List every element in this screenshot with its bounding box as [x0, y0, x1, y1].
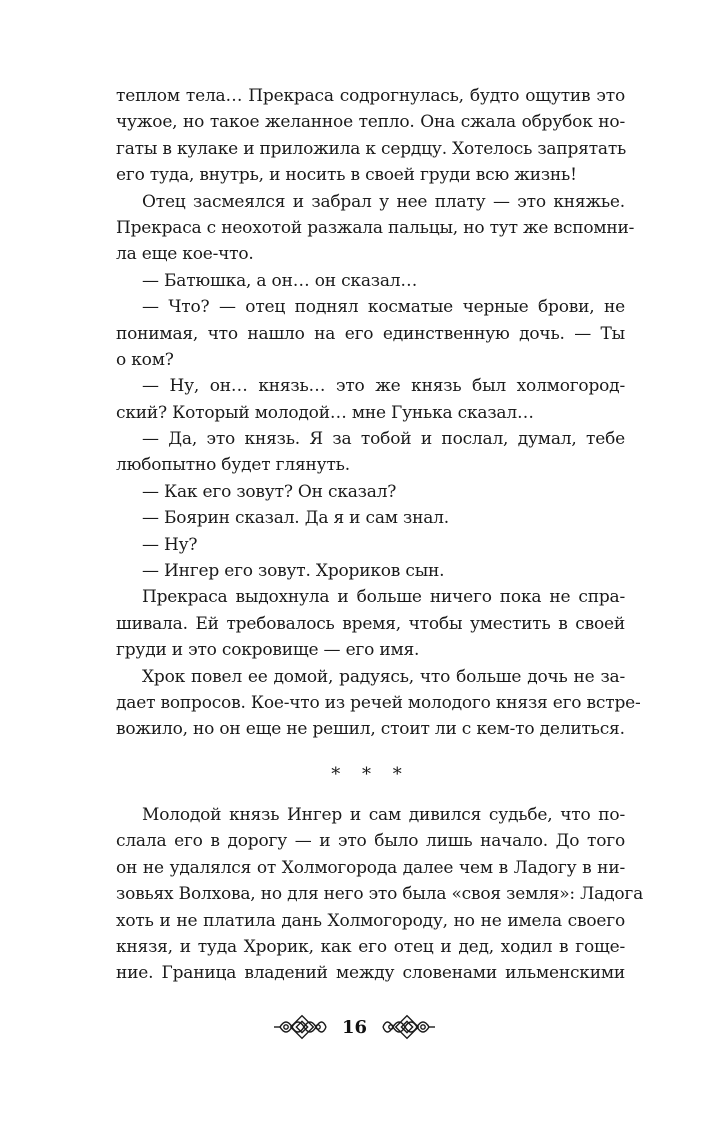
- knot-ornament-right-icon: [381, 1013, 437, 1041]
- text-line: любопытно будет глянуть.: [116, 455, 350, 476]
- text-line: ла еще кое-что.: [116, 244, 254, 265]
- text-line: понимая, что нашло на его единственную дочь. — Ты: [116, 323, 625, 344]
- text-line: Хрок повел ее домой, радуясь, что больше дочь не за-: [142, 666, 625, 687]
- text-line: ский? Который молодой… мне Гунька сказал…: [116, 402, 534, 423]
- page-footer: [0, 1010, 709, 1044]
- text-line: — Ну, он… князь… это же князь был холмогород-: [142, 376, 625, 397]
- text-line: князя, и туда Хрорик, как его отец и дед, ходил в гоще-: [116, 936, 625, 957]
- text-line: он не удалялся от Холмогорода далее чем в Ладогу в ни-: [116, 857, 625, 878]
- text-line: гаты в кулаке и приложила к сердцу. Хотелось запрятать: [116, 138, 627, 159]
- text-line: Прекраса выдохнула и больше ничего пока не спра-: [142, 587, 625, 608]
- text-line: его туда, внутрь, и носить в своей груди всю жизнь!: [116, 165, 577, 186]
- text-line: — Как его зовут? Он сказал?: [142, 481, 397, 502]
- section-separator: * * *: [331, 764, 410, 785]
- text-line: груди и это сокровище — его имя.: [116, 640, 420, 661]
- knot-ornament-left-icon: [272, 1013, 328, 1041]
- text-line: Отец засмеялся и забрал у нее плату — это княжье.: [142, 191, 625, 212]
- text-block-2: [116, 802, 644, 987]
- text-line: — Что? — отец поднял косматые черные брови, не: [142, 297, 625, 318]
- text-line: Прекраса с неохотой разжала пальцы, но тут же вспомни-: [116, 217, 635, 238]
- text-line: хоть и не платила дань Холмогороду, но не имела своего: [116, 910, 625, 931]
- text-block-1: [116, 83, 641, 743]
- page-number: 16: [341, 1016, 368, 1038]
- text-line: слала его в дорогу — и это было лишь начало. До того: [116, 831, 625, 852]
- text-line: теплом тела… Прекраса содрогнулась, будто ощутив это: [116, 86, 625, 106]
- text-line: — Ну?: [142, 534, 198, 555]
- text-line: о ком?: [116, 349, 174, 370]
- text-line: чужое, но такое желанное тепло. Она сжала обрубок но-: [116, 112, 625, 133]
- text-line: — Батюшка, а он… он сказал…: [142, 270, 418, 291]
- text-line: — Ингер его зовут. Хрориков сын.: [142, 561, 445, 582]
- text-line: шивала. Ей требовалось время, чтобы уместить в своей: [116, 613, 625, 634]
- text-line: дает вопросов. Кое-что из речей молодого князя его встре-: [116, 692, 641, 713]
- text-line: вожило, но он еще не решил, стоит ли с кем-то делиться.: [116, 719, 625, 740]
- text-line: зовьях Волхова, но для него это была «своя земля»: Ладога: [116, 884, 644, 905]
- text-line: — Да, это князь. Я за тобой и послал, думал, тебе: [142, 429, 625, 450]
- text-line: — Боярин сказал. Да я и сам знал.: [142, 508, 449, 529]
- text-line: Молодой князь Ингер и сам дивился судьбе, что по-: [142, 805, 625, 825]
- text-line: ние. Граница владений между словенами ильменскими: [116, 963, 625, 984]
